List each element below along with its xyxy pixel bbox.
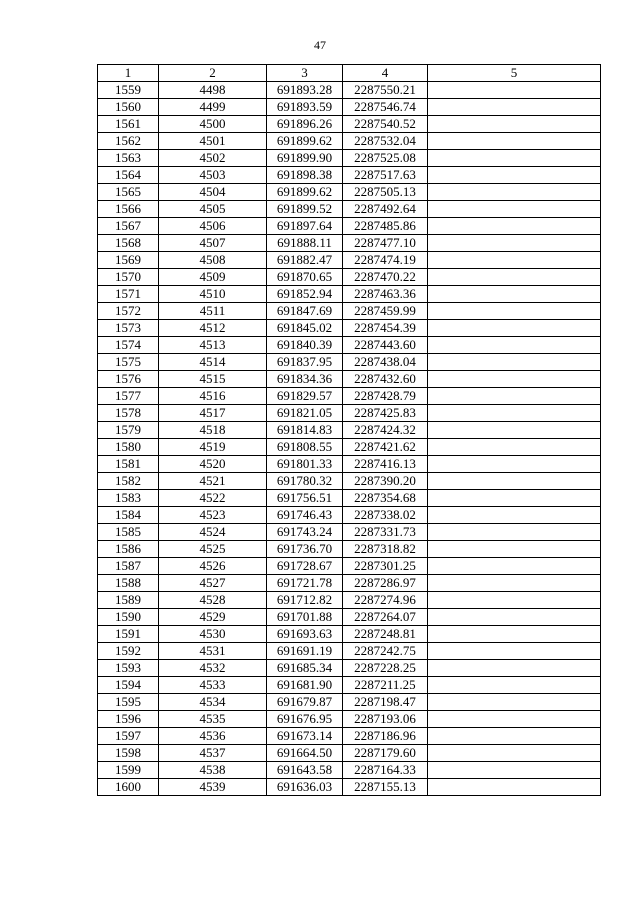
table-cell: 4514 <box>159 354 267 371</box>
table-cell: 2287211.25 <box>343 677 428 694</box>
table-row <box>98 626 601 643</box>
table-cell: 4517 <box>159 405 267 422</box>
table-cell: 4535 <box>159 711 267 728</box>
table-cell: 2287286.97 <box>343 575 428 592</box>
page-number: 47 <box>314 38 326 52</box>
table-cell: 2287492.64 <box>343 201 428 218</box>
table-cell: 691736.70 <box>267 541 343 558</box>
table-cell: 691888.11 <box>267 235 343 252</box>
table-cell: 1584 <box>98 507 159 524</box>
table-row <box>98 473 601 490</box>
table-cell: 1579 <box>98 422 159 439</box>
table-cell: 4533 <box>159 677 267 694</box>
table-cell: 691821.05 <box>267 405 343 422</box>
table-cell: 691897.64 <box>267 218 343 235</box>
table-cell <box>428 507 601 524</box>
table-cell: 4524 <box>159 524 267 541</box>
column-header: 1 <box>98 65 159 82</box>
table-cell: 4499 <box>159 99 267 116</box>
table-cell <box>428 592 601 609</box>
table-cell: 1576 <box>98 371 159 388</box>
table-cell: 4529 <box>159 609 267 626</box>
table-row <box>98 439 601 456</box>
table-row <box>98 337 601 354</box>
table-cell: 2287331.73 <box>343 524 428 541</box>
table-cell: 4525 <box>159 541 267 558</box>
table-cell: 4523 <box>159 507 267 524</box>
table-row <box>98 99 601 116</box>
table-cell: 1592 <box>98 643 159 660</box>
table-cell: 1571 <box>98 286 159 303</box>
table-row <box>98 422 601 439</box>
table-cell: 2287459.99 <box>343 303 428 320</box>
table-row <box>98 218 601 235</box>
table-cell <box>428 388 601 405</box>
table-cell: 1562 <box>98 133 159 150</box>
table-cell <box>428 456 601 473</box>
table-cell: 1580 <box>98 439 159 456</box>
table-cell: 2287550.21 <box>343 82 428 99</box>
table-cell: 691712.82 <box>267 592 343 609</box>
table-cell <box>428 286 601 303</box>
table-cell: 2287228.25 <box>343 660 428 677</box>
table-cell: 2287155.13 <box>343 779 428 796</box>
table-cell: 691743.24 <box>267 524 343 541</box>
table-cell <box>428 218 601 235</box>
table-cell: 4532 <box>159 660 267 677</box>
table-cell <box>428 354 601 371</box>
table-cell: 1570 <box>98 269 159 286</box>
table-cell: 2287301.25 <box>343 558 428 575</box>
column-header: 2 <box>159 65 267 82</box>
table-cell: 2287474.19 <box>343 252 428 269</box>
table-cell <box>428 694 601 711</box>
table-cell: 4510 <box>159 286 267 303</box>
table-cell: 1599 <box>98 762 159 779</box>
table-row <box>98 575 601 592</box>
table-cell: 691814.83 <box>267 422 343 439</box>
table-cell: 4530 <box>159 626 267 643</box>
table-cell: 4519 <box>159 439 267 456</box>
table-cell: 1564 <box>98 167 159 184</box>
table-row <box>98 762 601 779</box>
table-row <box>98 167 601 184</box>
table-cell <box>428 320 601 337</box>
table-cell <box>428 405 601 422</box>
table-cell <box>428 558 601 575</box>
table-cell: 691643.58 <box>267 762 343 779</box>
table-cell: 2287274.96 <box>343 592 428 609</box>
table-cell: 2287179.60 <box>343 745 428 762</box>
table-cell: 691808.55 <box>267 439 343 456</box>
table-cell: 2287546.74 <box>343 99 428 116</box>
table-cell: 2287505.13 <box>343 184 428 201</box>
table-cell: 4507 <box>159 235 267 252</box>
table-cell: 4515 <box>159 371 267 388</box>
table-cell: 1573 <box>98 320 159 337</box>
table-cell: 1565 <box>98 184 159 201</box>
table-row <box>98 558 601 575</box>
table-cell: 1595 <box>98 694 159 711</box>
table-cell: 2287517.63 <box>343 167 428 184</box>
table-cell: 4534 <box>159 694 267 711</box>
table-cell: 4504 <box>159 184 267 201</box>
table-cell: 4518 <box>159 422 267 439</box>
table-row <box>98 660 601 677</box>
table-cell <box>428 490 601 507</box>
table-cell: 4537 <box>159 745 267 762</box>
table-row <box>98 694 601 711</box>
table-cell: 4503 <box>159 167 267 184</box>
table-cell: 2287318.82 <box>343 541 428 558</box>
table-cell: 2287438.04 <box>343 354 428 371</box>
table-cell: 691679.87 <box>267 694 343 711</box>
table-cell <box>428 133 601 150</box>
table-cell <box>428 677 601 694</box>
table-row <box>98 371 601 388</box>
table-row <box>98 677 601 694</box>
table-cell: 2287428.79 <box>343 388 428 405</box>
table-cell: 4513 <box>159 337 267 354</box>
table-cell: 1588 <box>98 575 159 592</box>
table-cell: 1587 <box>98 558 159 575</box>
table-row <box>98 711 601 728</box>
table-cell: 4522 <box>159 490 267 507</box>
table-cell: 1569 <box>98 252 159 269</box>
table-cell <box>428 660 601 677</box>
table-cell: 2287470.22 <box>343 269 428 286</box>
table-row <box>98 184 601 201</box>
table-cell: 4520 <box>159 456 267 473</box>
table-row <box>98 320 601 337</box>
table-cell: 2287443.60 <box>343 337 428 354</box>
table-cell: 691829.57 <box>267 388 343 405</box>
table-row <box>98 133 601 150</box>
table-cell: 691636.03 <box>267 779 343 796</box>
table-cell: 1568 <box>98 235 159 252</box>
table-cell: 691899.62 <box>267 184 343 201</box>
table-cell: 2287432.60 <box>343 371 428 388</box>
table-cell: 691756.51 <box>267 490 343 507</box>
table-cell: 2287193.06 <box>343 711 428 728</box>
table-cell: 2287463.36 <box>343 286 428 303</box>
table-cell: 4508 <box>159 252 267 269</box>
table-cell: 2287248.81 <box>343 626 428 643</box>
table-cell: 691780.32 <box>267 473 343 490</box>
table-cell: 691893.59 <box>267 99 343 116</box>
table-cell: 691852.94 <box>267 286 343 303</box>
table-cell: 4538 <box>159 762 267 779</box>
table-cell: 2287424.32 <box>343 422 428 439</box>
table-cell: 1596 <box>98 711 159 728</box>
table-cell: 4527 <box>159 575 267 592</box>
table-cell: 4502 <box>159 150 267 167</box>
table-cell: 2287186.96 <box>343 728 428 745</box>
table-cell: 1559 <box>98 82 159 99</box>
table-cell: 4505 <box>159 201 267 218</box>
table-cell: 1572 <box>98 303 159 320</box>
table-cell <box>428 779 601 796</box>
table-header-row <box>98 65 601 82</box>
table-cell: 4531 <box>159 643 267 660</box>
table-row <box>98 354 601 371</box>
table-cell: 4526 <box>159 558 267 575</box>
table-cell <box>428 626 601 643</box>
table-cell: 691728.67 <box>267 558 343 575</box>
table-cell: 4509 <box>159 269 267 286</box>
table-row <box>98 643 601 660</box>
table-cell: 2287525.08 <box>343 150 428 167</box>
table-row <box>98 405 601 422</box>
table-cell: 1578 <box>98 405 159 422</box>
column-header: 4 <box>343 65 428 82</box>
table-cell: 691899.90 <box>267 150 343 167</box>
table-cell: 691664.50 <box>267 745 343 762</box>
table-cell <box>428 745 601 762</box>
table-cell: 1567 <box>98 218 159 235</box>
table-cell: 691840.39 <box>267 337 343 354</box>
table-cell: 4512 <box>159 320 267 337</box>
table-row <box>98 490 601 507</box>
table-cell <box>428 575 601 592</box>
table-cell: 691882.47 <box>267 252 343 269</box>
table-cell: 691676.95 <box>267 711 343 728</box>
table-cell: 2287198.47 <box>343 694 428 711</box>
table-cell: 1600 <box>98 779 159 796</box>
table-cell: 2287338.02 <box>343 507 428 524</box>
table-cell: 2287485.86 <box>343 218 428 235</box>
table-row <box>98 116 601 133</box>
table-cell: 2287390.20 <box>343 473 428 490</box>
table-cell <box>428 473 601 490</box>
table-cell: 4501 <box>159 133 267 150</box>
table-cell: 4506 <box>159 218 267 235</box>
table-cell <box>428 303 601 320</box>
table-row <box>98 592 601 609</box>
table-cell: 1594 <box>98 677 159 694</box>
table-cell <box>428 201 601 218</box>
table-cell: 4500 <box>159 116 267 133</box>
table-row <box>98 609 601 626</box>
table-cell <box>428 711 601 728</box>
table-cell: 4521 <box>159 473 267 490</box>
table-cell <box>428 541 601 558</box>
table-cell: 691685.34 <box>267 660 343 677</box>
table-cell: 4498 <box>159 82 267 99</box>
table-cell <box>428 728 601 745</box>
table-cell: 691845.02 <box>267 320 343 337</box>
table-cell: 1563 <box>98 150 159 167</box>
table-cell <box>428 337 601 354</box>
table-cell: 691898.38 <box>267 167 343 184</box>
table-row <box>98 745 601 762</box>
table-cell: 2287264.07 <box>343 609 428 626</box>
table-cell: 691899.52 <box>267 201 343 218</box>
table-cell <box>428 422 601 439</box>
table-cell: 1593 <box>98 660 159 677</box>
table-row <box>98 303 601 320</box>
column-header: 3 <box>267 65 343 82</box>
table-cell: 1585 <box>98 524 159 541</box>
table-cell: 691701.88 <box>267 609 343 626</box>
table-cell: 691896.26 <box>267 116 343 133</box>
table-cell: 691693.63 <box>267 626 343 643</box>
table-cell: 691847.69 <box>267 303 343 320</box>
table-cell <box>428 371 601 388</box>
table-cell: 1589 <box>98 592 159 609</box>
table-cell: 4511 <box>159 303 267 320</box>
table-cell: 1586 <box>98 541 159 558</box>
table-cell: 4516 <box>159 388 267 405</box>
table-row <box>98 269 601 286</box>
table-cell: 691681.90 <box>267 677 343 694</box>
table-cell: 1597 <box>98 728 159 745</box>
table-cell <box>428 609 601 626</box>
table-cell <box>428 184 601 201</box>
table-row <box>98 728 601 745</box>
table-cell: 1591 <box>98 626 159 643</box>
table-row <box>98 456 601 473</box>
table-row <box>98 150 601 167</box>
table-cell <box>428 643 601 660</box>
table-cell: 4536 <box>159 728 267 745</box>
table-cell: 2287242.75 <box>343 643 428 660</box>
table-cell: 691834.36 <box>267 371 343 388</box>
table-cell <box>428 269 601 286</box>
table-cell: 1583 <box>98 490 159 507</box>
table-cell <box>428 150 601 167</box>
table-cell: 2287532.04 <box>343 133 428 150</box>
table-cell: 691746.43 <box>267 507 343 524</box>
table-cell: 1577 <box>98 388 159 405</box>
table-cell: 691691.19 <box>267 643 343 660</box>
table-cell: 1560 <box>98 99 159 116</box>
table-cell <box>428 762 601 779</box>
table-cell: 691837.95 <box>267 354 343 371</box>
table-cell: 1575 <box>98 354 159 371</box>
table-row <box>98 388 601 405</box>
table-cell <box>428 235 601 252</box>
table-cell: 2287416.13 <box>343 456 428 473</box>
table-cell: 1598 <box>98 745 159 762</box>
table-cell <box>428 82 601 99</box>
table-body <box>98 82 601 796</box>
table-cell: 2287164.33 <box>343 762 428 779</box>
table-row <box>98 82 601 99</box>
table-row <box>98 235 601 252</box>
table-row <box>98 524 601 541</box>
table-cell: 1561 <box>98 116 159 133</box>
table-cell <box>428 167 601 184</box>
table-cell: 1574 <box>98 337 159 354</box>
table-cell <box>428 99 601 116</box>
table-cell: 1582 <box>98 473 159 490</box>
table-cell: 2287425.83 <box>343 405 428 422</box>
table-cell <box>428 439 601 456</box>
table-cell: 691721.78 <box>267 575 343 592</box>
table-cell: 691870.65 <box>267 269 343 286</box>
table-cell: 4528 <box>159 592 267 609</box>
coordinates-table <box>97 64 601 796</box>
table-row <box>98 779 601 796</box>
table-row <box>98 201 601 218</box>
table-cell: 4539 <box>159 779 267 796</box>
table-row <box>98 541 601 558</box>
column-header: 5 <box>428 65 601 82</box>
table-cell: 2287540.52 <box>343 116 428 133</box>
table-cell: 1581 <box>98 456 159 473</box>
table-row <box>98 507 601 524</box>
table-cell <box>428 524 601 541</box>
table-cell: 691673.14 <box>267 728 343 745</box>
table-row <box>98 252 601 269</box>
table-cell <box>428 252 601 269</box>
table-cell: 691893.28 <box>267 82 343 99</box>
table-cell: 2287477.10 <box>343 235 428 252</box>
table-cell <box>428 116 601 133</box>
table-cell: 2287354.68 <box>343 490 428 507</box>
table-cell: 2287421.62 <box>343 439 428 456</box>
table-cell: 1566 <box>98 201 159 218</box>
table-cell: 2287454.39 <box>343 320 428 337</box>
table-row <box>98 286 601 303</box>
table-cell: 691801.33 <box>267 456 343 473</box>
table-cell: 691899.62 <box>267 133 343 150</box>
table-cell: 1590 <box>98 609 159 626</box>
